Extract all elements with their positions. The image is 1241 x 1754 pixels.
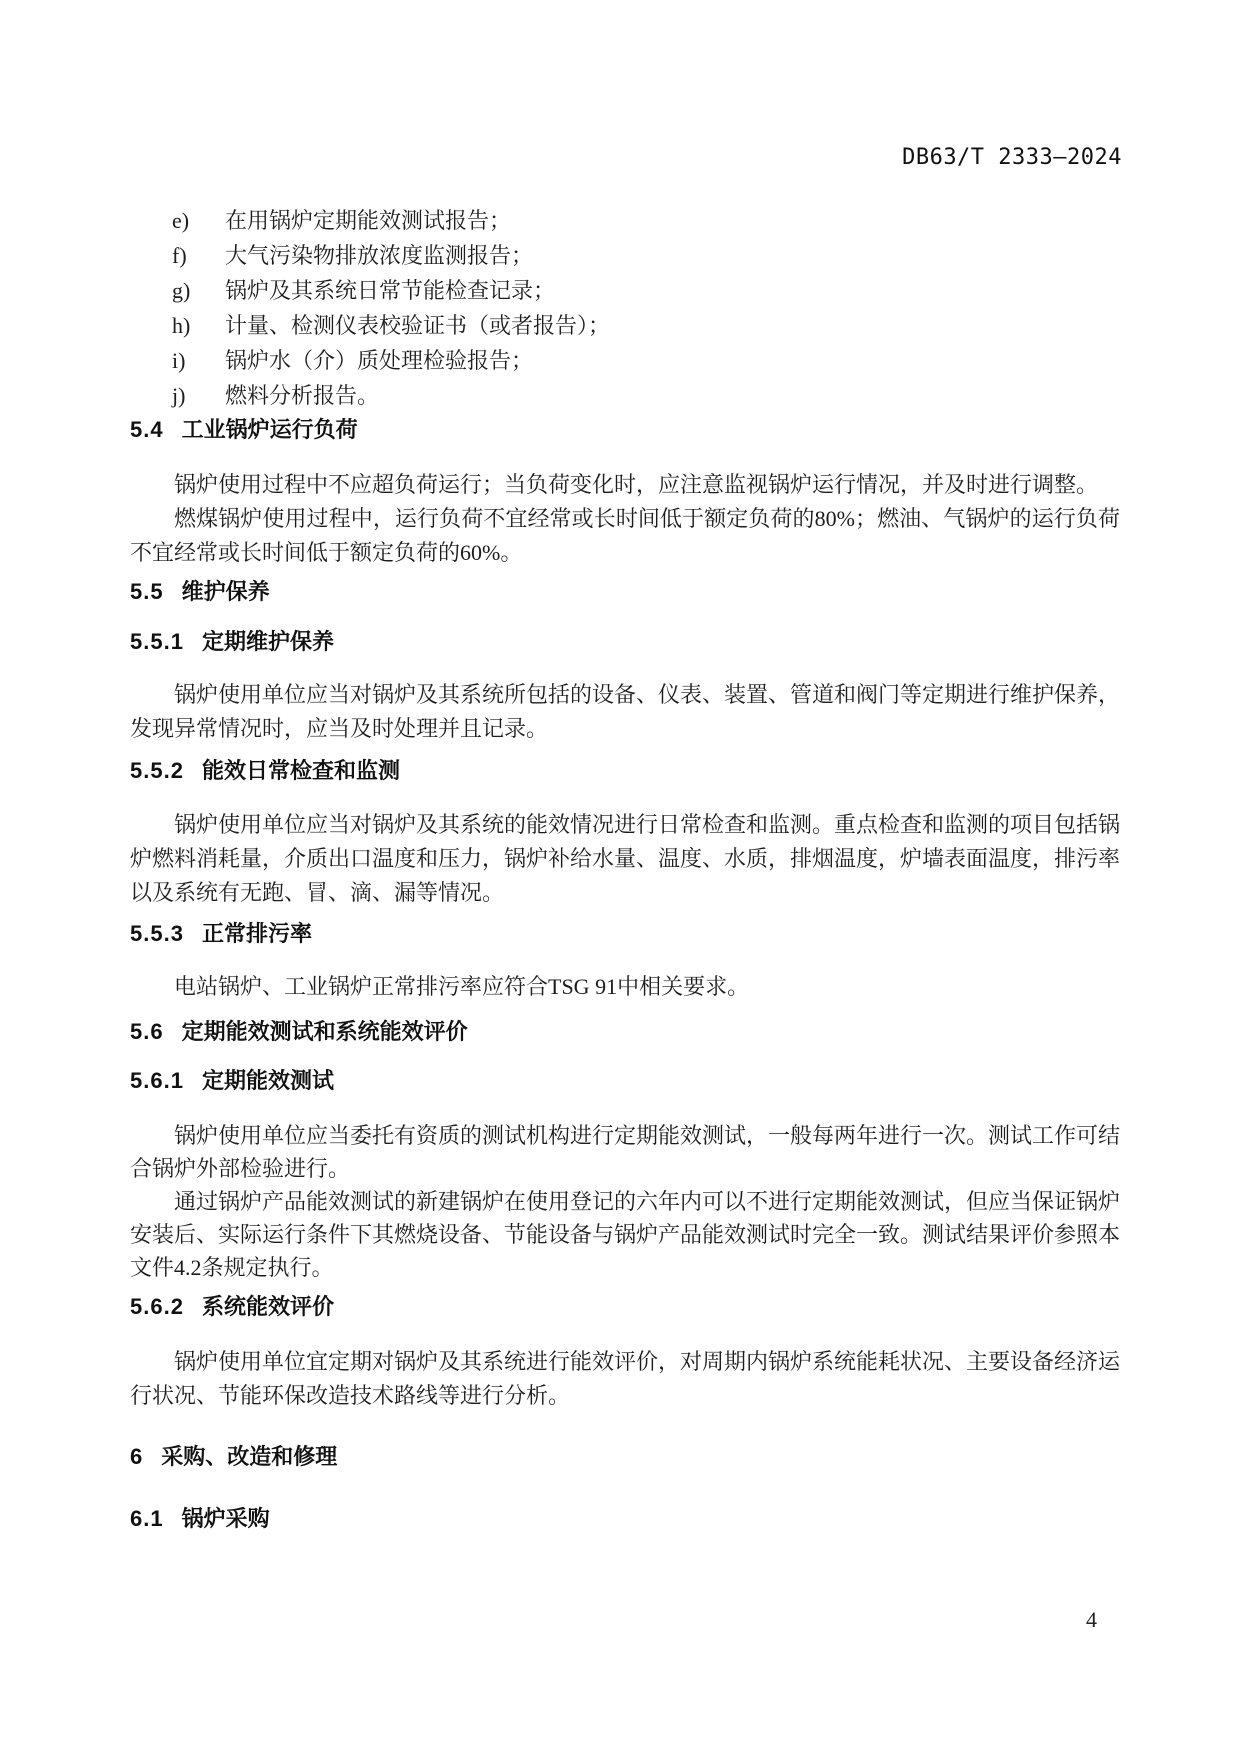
section-5-5-2-heading [130, 760, 400, 782]
section-5-5-2-body [130, 808, 1120, 910]
section-number: 5.6 [130, 1019, 164, 1044]
section-5-6-heading [130, 1021, 468, 1043]
list-item-label: g) [172, 278, 191, 303]
section-title: 定期能效测试 [201, 1068, 334, 1093]
lettered-list [172, 203, 610, 413]
section-number: 5.5 [130, 579, 164, 604]
paragraph: 锅炉使用单位应当对锅炉及其系统的能效情况进行日常检查和监测。重点检查和监测的项目包括锅炉燃料消耗量，介质出口温度和压力，锅炉补给水量、温度、水质，排烟温度，炉墙表面温度，排污率以及系统有无跑、冒、滴、漏等情况。 [130, 812, 1121, 905]
list-item [172, 308, 610, 343]
section-number: 5.5.3 [130, 921, 184, 946]
paragraph: 锅炉使用过程中不应超负荷运行；当负荷变化时，应注意监视锅炉运行情况，并及时进行调整。 [174, 472, 1099, 497]
section-5-5-heading [130, 581, 270, 603]
list-item [172, 273, 610, 308]
list-item-label: i) [172, 348, 186, 373]
section-number: 6 [130, 1444, 144, 1469]
section-5-4-heading [130, 419, 358, 441]
list-item-text: 大气污染物排放浓度监测报告； [225, 243, 534, 268]
list-item-label: h) [172, 313, 191, 338]
section-5-6-2-body [130, 1345, 1120, 1413]
list-item-label: e) [172, 208, 190, 233]
list-item [172, 238, 610, 273]
section-title: 维护保养 [181, 579, 270, 604]
paragraph: 锅炉使用单位应当对锅炉及其系统所包括的设备、仪表、装置、管道和阀门等定期进行维护保养，发现异常情况时，应当及时处理并且记录。 [130, 682, 1121, 741]
list-item [172, 378, 610, 413]
section-title: 锅炉采购 [181, 1506, 270, 1531]
section-title: 系统能效评价 [201, 1294, 334, 1319]
paragraph: 锅炉使用单位宜定期对锅炉及其系统进行能效评价，对周期内锅炉系统能耗状况、主要设备经济运行状况、节能环保改造技术路线等进行分析。 [130, 1349, 1121, 1408]
list-item-label: j) [172, 383, 186, 408]
list-item-text: 燃料分析报告。 [225, 383, 380, 408]
section-number: 5.5.1 [130, 629, 184, 654]
paragraph: 通过锅炉产品能效测试的新建锅炉在使用登记的六年内可以不进行定期能效测试，但应当保证锅炉安装后、实际运行条件下其燃烧设备、节能设备与锅炉产品能效测试时完全一致。测试结果评价参照本文件4.2条规定执行。 [130, 1189, 1121, 1280]
section-5-6-2-heading [130, 1296, 334, 1318]
section-title: 能效日常检查和监测 [201, 758, 400, 783]
section-6-1-heading [130, 1508, 270, 1530]
section-5-6-1-body [130, 1119, 1120, 1284]
section-title: 工业锅炉运行负荷 [181, 417, 358, 442]
section-5-5-3-body [130, 970, 1120, 1004]
section-title: 采购、改造和修理 [161, 1444, 338, 1469]
list-item-text: 锅炉及其系统日常节能检查记录； [225, 278, 556, 303]
section-5-6-1-heading [130, 1070, 334, 1092]
list-item-label: f) [172, 243, 187, 268]
list-item [172, 203, 610, 238]
paragraph: 电站锅炉、工业锅炉正常排污率应符合TSG 91中相关要求。 [174, 974, 750, 999]
list-item-text: 计量、检测仪表校验证书（或者报告）； [225, 313, 611, 338]
section-5-4-body [130, 468, 1120, 570]
list-item-text: 在用锅炉定期能效测试报告； [225, 208, 512, 233]
list-item [172, 343, 610, 378]
paragraph: 燃煤锅炉使用过程中，运行负荷不宜经常或长时间低于额定负荷的80%；燃油、气锅炉的运行负荷不宜经常或长时间低于额定负荷的60%。 [130, 506, 1120, 565]
section-5-5-1-heading [130, 631, 334, 653]
page-number: 4 [1086, 1607, 1097, 1632]
section-title: 定期能效测试和系统能效评价 [181, 1019, 468, 1044]
section-number: 5.4 [130, 417, 164, 442]
section-number: 5.6.2 [130, 1294, 184, 1319]
chapter-6-heading [130, 1446, 337, 1468]
section-number: 6.1 [130, 1506, 164, 1531]
section-title: 正常排污率 [201, 921, 312, 946]
section-number: 5.5.2 [130, 758, 184, 783]
section-5-5-3-heading [130, 923, 312, 945]
list-item-text: 锅炉水（介）质处理检验报告； [225, 348, 534, 373]
paragraph: 锅炉使用单位应当委托有资质的测试机构进行定期能效测试，一般每两年进行一次。测试工作可结合锅炉外部检验进行。 [130, 1123, 1121, 1181]
standard-code-header: DB63/T 2333—2024 [902, 145, 1122, 170]
section-title: 定期维护保养 [201, 629, 334, 654]
section-number: 5.6.1 [130, 1068, 184, 1093]
section-5-5-1-body [130, 678, 1120, 746]
